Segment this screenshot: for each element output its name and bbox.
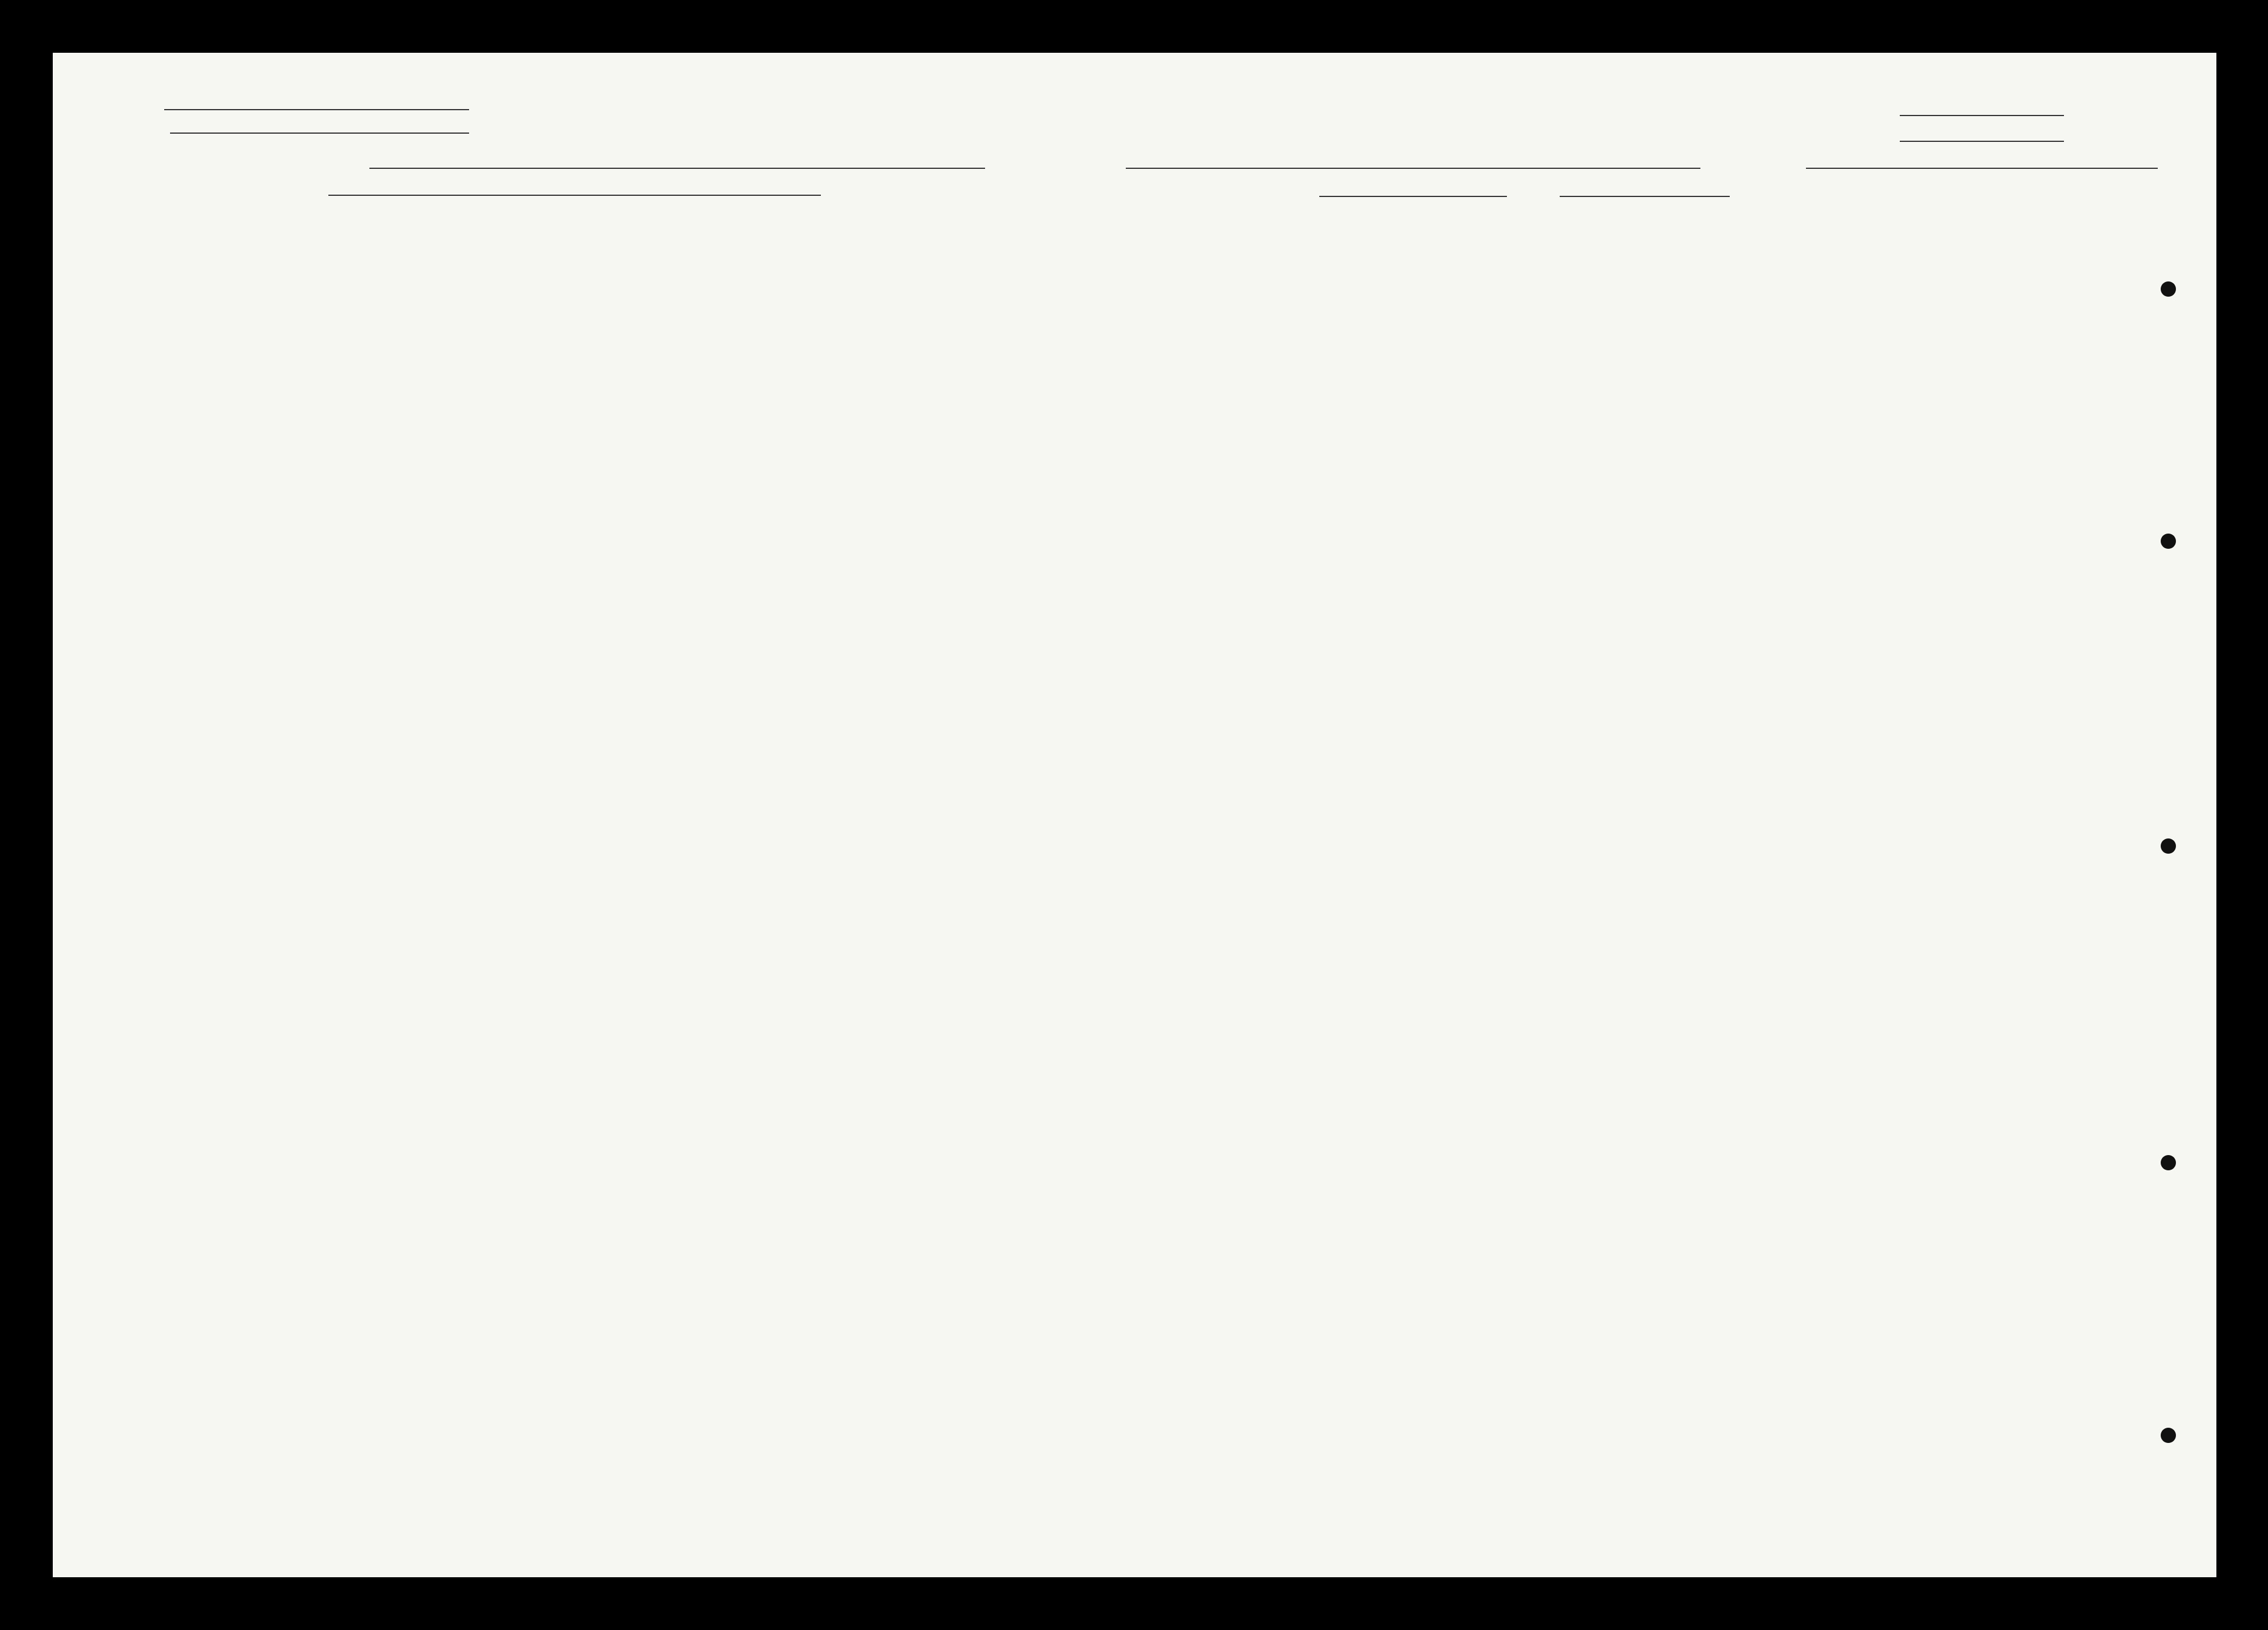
able-to-read-header bbox=[1865, 246, 1876, 311]
punch-hole bbox=[2161, 281, 2176, 297]
name-instruction-1 bbox=[277, 254, 464, 269]
owned-free-header bbox=[1968, 246, 1980, 311]
employer-header bbox=[1746, 236, 1793, 300]
marital-header bbox=[725, 246, 736, 311]
sex-header bbox=[653, 246, 665, 311]
name-instruction-2 bbox=[277, 270, 464, 287]
name-description bbox=[277, 236, 464, 253]
language-header bbox=[1343, 246, 1431, 281]
birthplace-father-header bbox=[1044, 287, 1161, 301]
immigration-year-header bbox=[1272, 240, 1296, 311]
industry-header bbox=[1601, 244, 1730, 279]
able-to-write-header bbox=[1890, 246, 1902, 311]
trade-header bbox=[1448, 244, 1577, 279]
age-header bbox=[699, 246, 711, 311]
number-born-header bbox=[777, 264, 789, 311]
street-header bbox=[93, 235, 104, 311]
punch-hole bbox=[2161, 1155, 2176, 1170]
house-number-header bbox=[110, 235, 122, 311]
number-living-header bbox=[803, 264, 815, 311]
punch-hole bbox=[2161, 1428, 2176, 1443]
owned-rented-header bbox=[1944, 246, 1956, 311]
punch-hole bbox=[2161, 534, 2176, 549]
dwelling-header bbox=[134, 235, 145, 311]
farm-house-header bbox=[1991, 246, 2003, 311]
farm-schedule-header bbox=[2015, 246, 2026, 311]
census-sheet bbox=[53, 53, 2216, 1577]
weeks-out-header bbox=[1829, 236, 1858, 300]
years-married-header bbox=[751, 246, 762, 311]
relation-description bbox=[504, 239, 598, 274]
punch-hole bbox=[2161, 838, 2176, 854]
school-attendance-header bbox=[1915, 238, 1938, 311]
birthplace-person-header bbox=[885, 290, 1026, 298]
out-of-work-header bbox=[1795, 236, 1828, 300]
veteran-header bbox=[2038, 229, 2062, 311]
nativity-description bbox=[874, 233, 1319, 252]
mother-of-header bbox=[775, 236, 822, 259]
naturalized-header bbox=[1306, 240, 1330, 311]
blind-header bbox=[2071, 238, 2083, 311]
color-header bbox=[674, 246, 686, 311]
deaf-header bbox=[2096, 238, 2107, 311]
family-header bbox=[157, 235, 169, 311]
